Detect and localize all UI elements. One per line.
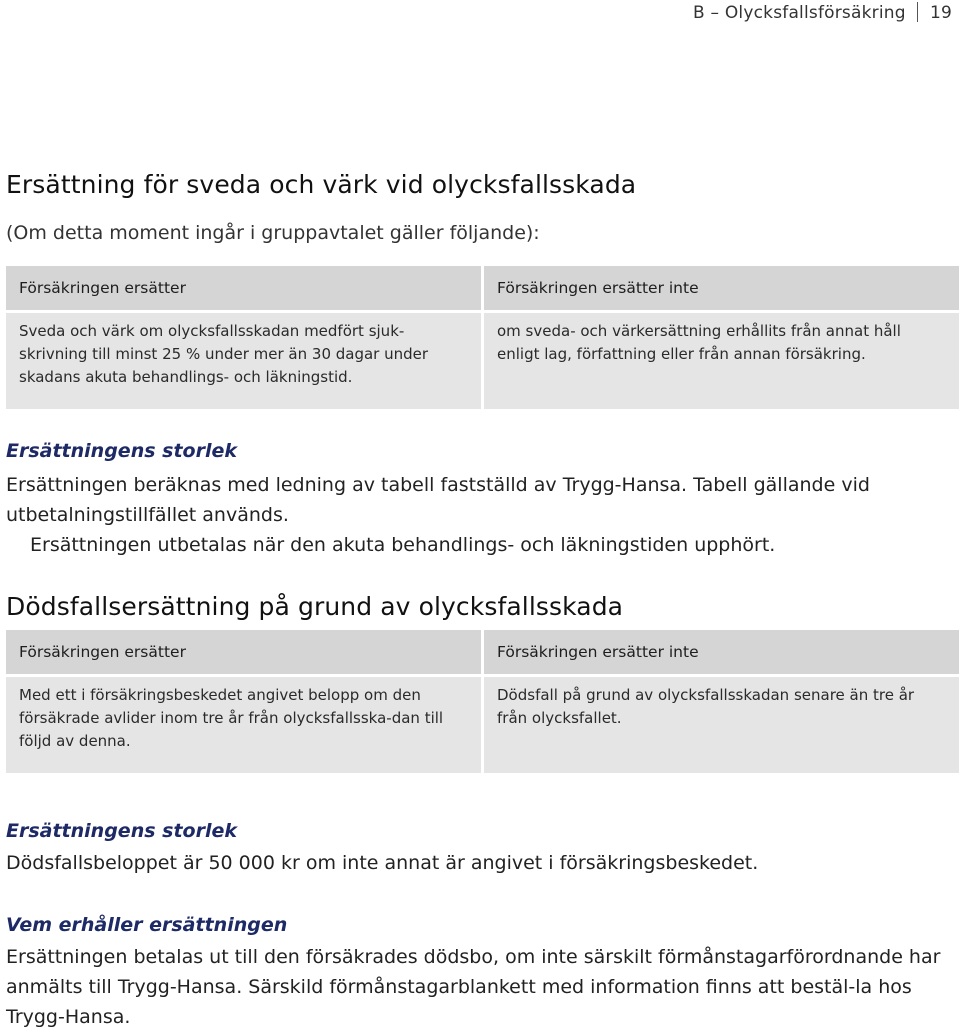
covered-heading: Försäkringen ersätter [6,630,481,674]
recipient-text: Ersättningen betalas ut till den försäkrades dödsbo, om inte särskilt förmånstagarförordnande har anmälts till Trygg-Hansa. Särskild förmånstagarblankett med information finns att bestäl-la hos Trygg-Hansa. [6,946,941,1028]
size-heading-sveda: Ersättningens storlek [6,440,237,462]
covered-heading: Försäkringen ersätter [6,266,481,310]
page-number: 19 [929,3,952,23]
not-covered-heading: Försäkringen ersätter inte [484,630,959,674]
section-title-dodsfall: Dödsfallsersättning på grund av olycksfallsskada [6,592,624,621]
header-dash: – [710,3,720,23]
header-separator [917,2,918,22]
covered-text: Sveda och värk om olycksfallsskadan medfört sjuk-skrivning till minst 25 % under mer än 30 dagar under skadans akuta behandlings- och läkningstid. [6,313,481,409]
page-header [693,0,952,26]
covered-text: Med ett i försäkringsbeskedet angivet belopp om den försäkrade avlider inom tre år från olycksfallsska-dan till följd av denna. [6,677,481,773]
recipient-heading: Vem erhåller ersättningen [6,914,288,936]
section-note: (Om detta moment ingår i gruppavtalet gäller följande): [6,222,540,244]
not-covered-column [484,630,959,773]
section-letter: B [693,3,705,23]
size-text-sveda-2: Ersättningen utbetalas när den akuta behandlings- och läkningstiden upphört. [30,534,776,556]
section-title-sveda: Ersättning för sveda och värk vid olycksfallsskada [6,170,637,199]
coverage-table-sveda [6,266,959,409]
not-covered-column [484,266,959,409]
covered-column [6,630,481,773]
not-covered-heading: Försäkringen ersätter inte [484,266,959,310]
size-heading-dodsfall: Ersättningens storlek [6,820,237,842]
covered-column [6,266,481,409]
coverage-table-dodsfall [6,630,959,773]
not-covered-text: Dödsfall på grund av olycksfallsskadan senare än tre år från olycksfallet. [484,677,959,773]
size-text-dodsfall: Dödsfallsbeloppet är 50 000 kr om inte annat är angivet i försäkringsbeskedet. [6,852,759,874]
not-covered-text: om sveda- och värkersättning erhållits från annat håll enligt lag, författning eller från annan försäkring. [484,313,959,409]
size-text-sveda-1: Ersättningen beräknas med ledning av tabell fastställd av Trygg-Hansa. Tabell gällande vid utbetalningstillfället används. [6,474,870,526]
header-title: Olycksfallsförsäkring [724,3,906,23]
